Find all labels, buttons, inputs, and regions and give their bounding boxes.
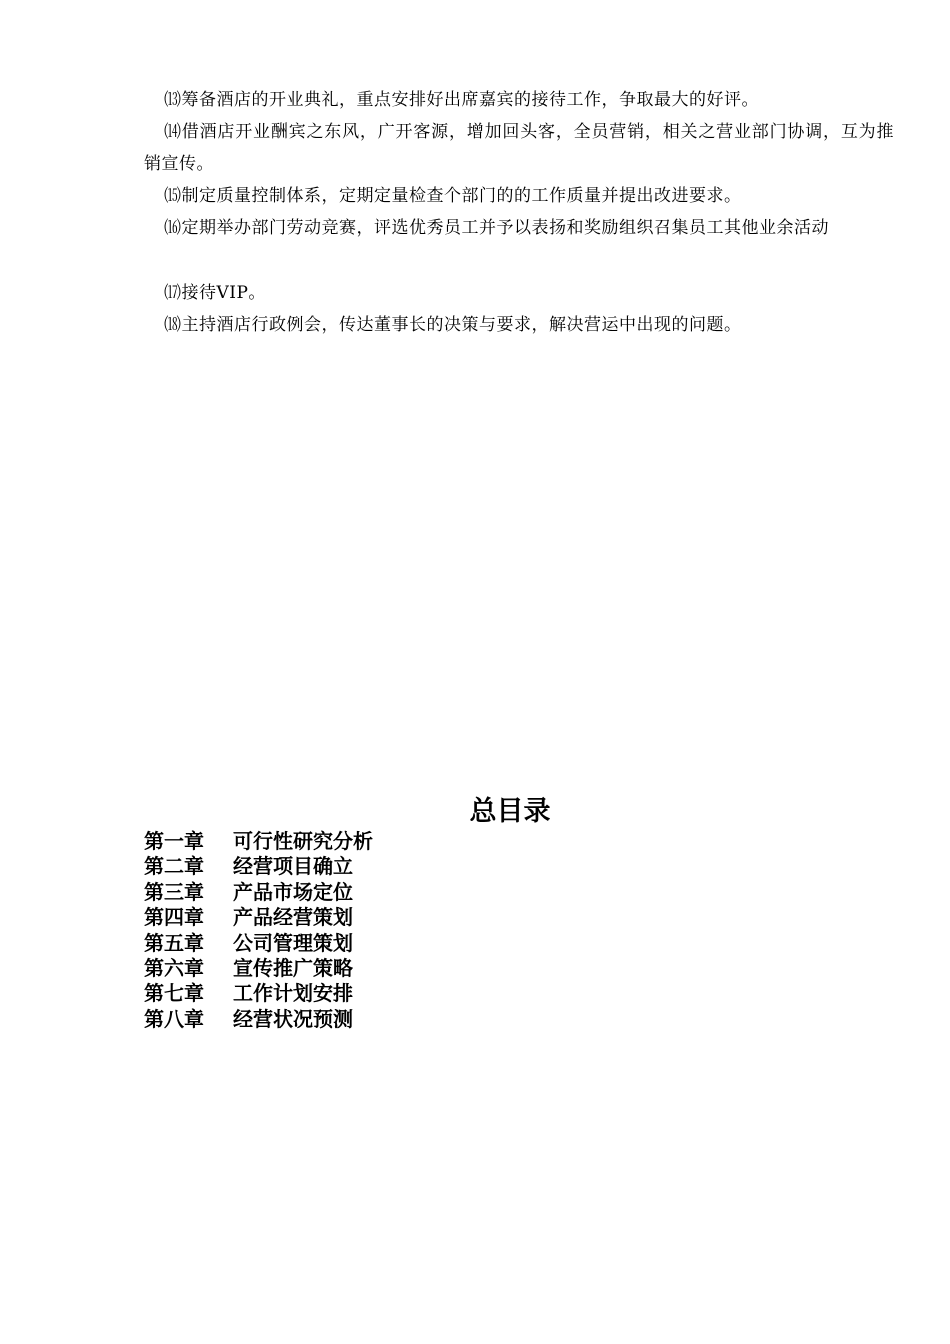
toc-entry [144, 1007, 373, 1032]
list-item-14: ⒁借酒店开业酬宾之东风，广开客源，增加回头客，全员营销，相关之营业部门协调，互为推销宣传。 [144, 122, 894, 174]
toc-entry [144, 854, 373, 879]
list-item-18: ⒅主持酒店行政例会，传达董事长的决策与要求，解决营运中出现的问题。 [164, 315, 742, 335]
toc-chapter-number: 第二章 [144, 854, 204, 879]
toc-chapter-name: 经营状况预测 [233, 1006, 353, 1031]
toc-chapter-name: 工作计划安排 [233, 981, 353, 1006]
toc-chapter-number: 第七章 [144, 981, 204, 1006]
toc-entry [144, 905, 373, 930]
toc-chapter-name: 公司管理策划 [233, 930, 353, 955]
toc-list [144, 829, 373, 1032]
toc-chapter-number: 第五章 [144, 930, 204, 955]
toc-entry [144, 981, 373, 1006]
toc-chapter-name: 产品市场定位 [233, 879, 353, 904]
toc-chapter-name: 产品经营策划 [233, 905, 353, 930]
toc-entry [144, 829, 373, 854]
toc-chapter-number: 第三章 [144, 879, 204, 904]
list-item-13: ⒀筹备酒店的开业典礼，重点安排好出席嘉宾的接待工作，争取最大的好评。 [164, 90, 759, 110]
toc-chapter-number: 第四章 [144, 905, 204, 930]
toc-chapter-number: 第八章 [144, 1006, 204, 1031]
toc-chapter-number: 第六章 [144, 955, 204, 980]
toc-entry [144, 880, 373, 905]
toc-chapter-number: 第一章 [144, 829, 204, 853]
toc-chapter-name: 可行性研究分析 [233, 829, 373, 853]
toc-entry [144, 931, 373, 956]
list-item-16: ⒃定期举办部门劳动竞赛，评选优秀员工并予以表扬和奖励组织召集员工其他业余活动 [164, 218, 829, 238]
list-item-15: ⒂制定质量控制体系，定期定量检查个部门的的工作质量并提出改进要求。 [164, 186, 742, 206]
list-item-17: ⒄接待VIP。 [164, 283, 266, 303]
toc-chapter-name: 经营项目确立 [233, 854, 353, 879]
toc-entry [144, 956, 373, 981]
toc-title: 总目录 [469, 796, 551, 827]
toc-chapter-name: 宣传推广策略 [233, 955, 353, 980]
